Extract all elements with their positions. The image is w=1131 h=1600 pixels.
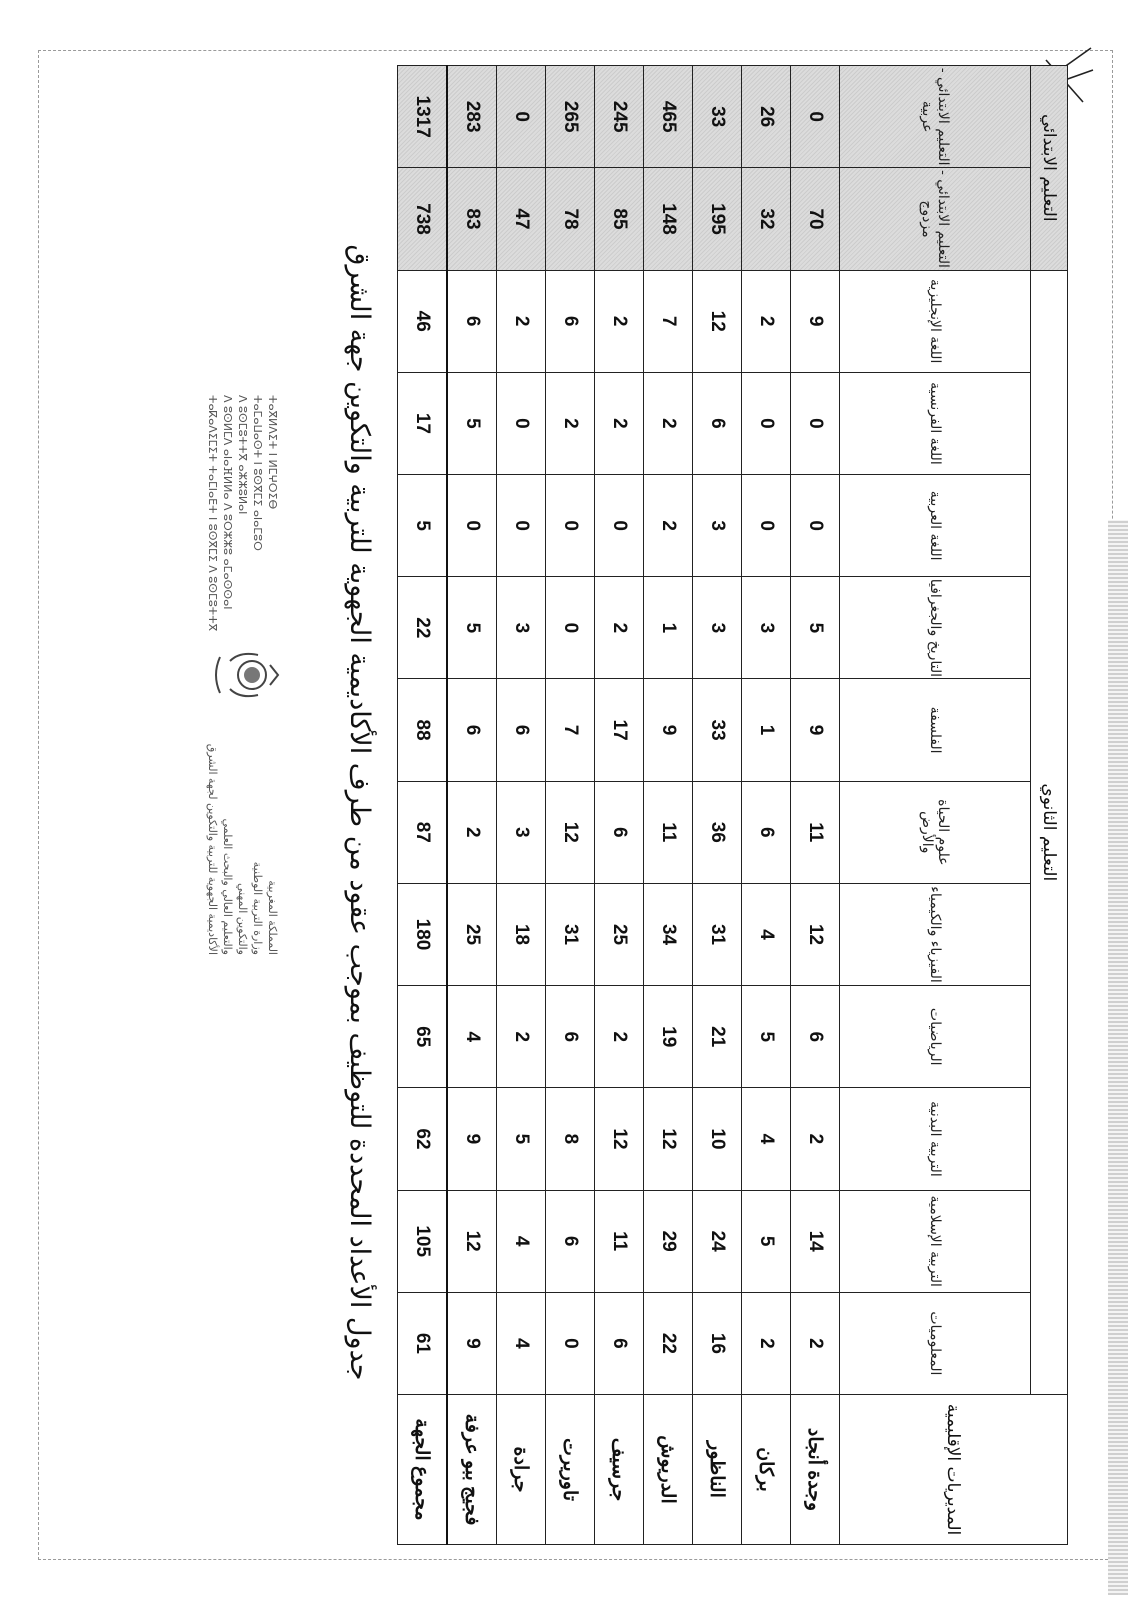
- value-cell: 1: [742, 679, 791, 781]
- value-cell: 9: [791, 679, 840, 781]
- letterhead-line: الأكاديمية الجهوية للتربية والتكوين لجهة الشرق: [206, 743, 219, 955]
- region-cell: فجيج ببو عرفة: [447, 1395, 497, 1545]
- subject-header: اللغة الفرنسية: [840, 372, 1031, 474]
- directorates-header: المديريات الإقليمية: [840, 1395, 1068, 1545]
- region-cell: بركان: [742, 1395, 791, 1545]
- value-cell: 18: [497, 883, 546, 985]
- value-cell: 25: [595, 883, 644, 985]
- value-cell: 17: [398, 372, 448, 474]
- letterhead-line: ⵜⴰⵎⴰⵡⴰⵙⵜ ⵏ ⵓⵙⴳⵎⵉ ⴰⵏⴰⵎⵓⵔ: [251, 395, 264, 551]
- letterhead-line: والتكوين المهني: [236, 882, 249, 955]
- recruitment-table: [397, 65, 1068, 1545]
- value-cell: 2: [595, 372, 644, 474]
- letterhead: [80, 395, 280, 955]
- subject-header-row: [840, 66, 1031, 1545]
- value-cell: 5: [398, 475, 448, 577]
- value-cell: 0: [546, 475, 595, 577]
- value-cell: 2: [791, 1088, 840, 1190]
- subject-header: المعلوميات: [840, 1292, 1031, 1394]
- value-cell: 4: [497, 1190, 546, 1292]
- value-cell: 0: [595, 475, 644, 577]
- value-cell: 0: [546, 1292, 595, 1394]
- value-cell: 5: [791, 577, 840, 679]
- value-cell: 2: [742, 1292, 791, 1394]
- value-cell: 4: [742, 1088, 791, 1190]
- value-cell: 31: [546, 883, 595, 985]
- value-cell: 2: [595, 986, 644, 1088]
- value-cell: 14: [791, 1190, 840, 1292]
- value-cell: 265: [546, 66, 595, 168]
- value-cell: 2: [595, 577, 644, 679]
- value-cell: 11: [595, 1190, 644, 1292]
- value-cell: 2: [644, 475, 693, 577]
- value-cell: 62: [398, 1088, 448, 1190]
- value-cell: 6: [497, 679, 546, 781]
- value-cell: 25: [447, 883, 497, 985]
- table-row: [595, 66, 644, 1545]
- value-cell: 6: [791, 986, 840, 1088]
- value-cell: 245: [595, 66, 644, 168]
- value-cell: 3: [693, 475, 742, 577]
- value-cell: 12: [447, 1190, 497, 1292]
- primary-group-header: التعليم الابتدائي: [1031, 66, 1068, 271]
- value-cell: 47: [497, 168, 546, 270]
- value-cell: 31: [693, 883, 742, 985]
- value-cell: 465: [644, 66, 693, 168]
- value-cell: 12: [791, 883, 840, 985]
- value-cell: 85: [595, 168, 644, 270]
- value-cell: 2: [447, 781, 497, 883]
- value-cell: 4: [447, 986, 497, 1088]
- region-cell: جرادة: [497, 1395, 546, 1545]
- value-cell: 6: [447, 679, 497, 781]
- value-cell: 0: [791, 475, 840, 577]
- value-cell: 8: [546, 1088, 595, 1190]
- value-cell: 6: [447, 270, 497, 372]
- subject-header: اللغة العربية: [840, 475, 1031, 577]
- value-cell: 87: [398, 781, 448, 883]
- value-cell: 2: [791, 1292, 840, 1394]
- value-cell: 2: [595, 270, 644, 372]
- letterhead-line: وزارة التربية الوطنية: [251, 861, 264, 955]
- letterhead-line: المملكة المغربية: [266, 880, 279, 955]
- value-cell: 283: [447, 66, 497, 168]
- value-cell: 105: [398, 1190, 448, 1292]
- value-cell: 10: [693, 1088, 742, 1190]
- value-cell: 148: [644, 168, 693, 270]
- value-cell: 3: [742, 577, 791, 679]
- region-cell: تاوريرت: [546, 1395, 595, 1545]
- letterhead-line: ⴷ ⵓⵙⵍⵎⴷ ⴰⵏⴰⴼⵍⵍⴰ ⴷ ⵓⵔⵣⵣⵓ ⴰⵎⴰⵙⵙⴰⵏ: [221, 395, 234, 610]
- subject-header: التاريخ والجغرافيا: [840, 577, 1031, 679]
- letterhead-line: والتعليم العالي والبحث العلمي: [221, 818, 234, 955]
- table-row: [497, 66, 546, 1545]
- value-cell: 1: [644, 577, 693, 679]
- value-cell: 3: [497, 577, 546, 679]
- document-title: جدول الأعداد المحددة للتوظيف بموجب عقود من طرف الأكاديمية الجهوية للتربية والتكوين جهة الشرق: [344, 244, 375, 1381]
- value-cell: 9: [644, 679, 693, 781]
- subject-header: التربية البدنية: [840, 1088, 1031, 1190]
- value-cell: 61: [398, 1292, 448, 1394]
- value-cell: 16: [693, 1292, 742, 1394]
- value-cell: 0: [791, 66, 840, 168]
- value-cell: 26: [742, 66, 791, 168]
- value-cell: 0: [447, 475, 497, 577]
- value-cell: 6: [595, 1292, 644, 1394]
- value-cell: 4: [742, 883, 791, 985]
- table-row: [644, 66, 693, 1545]
- value-cell: 36: [693, 781, 742, 883]
- value-cell: 4: [497, 1292, 546, 1394]
- subject-header: اللغة الإنجليزية: [840, 270, 1031, 372]
- value-cell: 3: [693, 577, 742, 679]
- region-cell: مجموع الجهة: [398, 1395, 448, 1545]
- value-cell: 33: [693, 679, 742, 781]
- value-cell: 0: [497, 66, 546, 168]
- letterhead-line: ⵜⴰⴳⵍⴷⵉⵜ ⵏ ⵍⵎⵖⵔⵉⴱ: [266, 395, 279, 510]
- region-cell: الدريوش: [644, 1395, 693, 1545]
- value-cell: 88: [398, 679, 448, 781]
- subject-header: علوم الحياة والأرض: [840, 781, 1031, 883]
- value-cell: 5: [497, 1088, 546, 1190]
- scan-edge-strip: [1108, 520, 1128, 1595]
- value-cell: 70: [791, 168, 840, 270]
- value-cell: 7: [644, 270, 693, 372]
- group-header-row: [1031, 66, 1068, 1545]
- value-cell: 6: [546, 1190, 595, 1292]
- value-cell: 21: [693, 986, 742, 1088]
- value-cell: 2: [644, 372, 693, 474]
- value-cell: 12: [644, 1088, 693, 1190]
- value-cell: 0: [497, 372, 546, 474]
- value-cell: 2: [742, 270, 791, 372]
- value-cell: 6: [595, 781, 644, 883]
- value-cell: 3: [497, 781, 546, 883]
- total-row: [398, 66, 448, 1545]
- value-cell: 0: [497, 475, 546, 577]
- value-cell: 11: [644, 781, 693, 883]
- value-cell: 78: [546, 168, 595, 270]
- value-cell: 1317: [398, 66, 448, 168]
- table-row: [693, 66, 742, 1545]
- value-cell: 17: [595, 679, 644, 781]
- value-cell: 34: [644, 883, 693, 985]
- value-cell: 2: [497, 270, 546, 372]
- table-row: [447, 66, 497, 1545]
- region-cell: الناظور: [693, 1395, 742, 1545]
- table-row: [791, 66, 840, 1545]
- value-cell: 19: [644, 986, 693, 1088]
- subject-header: الفلسفة: [840, 679, 1031, 781]
- royal-emblem-icon: [210, 645, 280, 705]
- letterhead-line: ⵜⴰⴽⴰⴷⵉⵎⵉⵜ ⵜⴰⵎⵏⴰⴹⵜ ⵏ ⵓⵙⴳⵎⵉ ⴷ ⵓⵙⵎⵓⵜⵜⴳ: [206, 395, 219, 632]
- value-cell: 0: [742, 372, 791, 474]
- value-cell: 46: [398, 270, 448, 372]
- value-cell: 2: [497, 986, 546, 1088]
- value-cell: 5: [447, 372, 497, 474]
- value-cell: 11: [791, 781, 840, 883]
- value-cell: 5: [742, 1190, 791, 1292]
- value-cell: 9: [791, 270, 840, 372]
- value-cell: 24: [693, 1190, 742, 1292]
- value-cell: 12: [595, 1088, 644, 1190]
- value-cell: 0: [791, 372, 840, 474]
- subject-header: التعليم الابتدائي - مزدوج: [840, 168, 1031, 270]
- region-cell: جرسيف: [595, 1395, 644, 1545]
- letterhead-arabic: [205, 725, 280, 955]
- value-cell: 6: [693, 372, 742, 474]
- subject-header: التربية الإسلامية: [840, 1190, 1031, 1292]
- value-cell: 12: [693, 270, 742, 372]
- value-cell: 738: [398, 168, 448, 270]
- value-cell: 7: [546, 679, 595, 781]
- value-cell: 29: [644, 1190, 693, 1292]
- value-cell: 6: [546, 270, 595, 372]
- rotated-page: [60, 55, 1080, 1570]
- value-cell: 83: [447, 168, 497, 270]
- subject-header: التعليم الابتدائي - عربية: [840, 66, 1031, 168]
- letterhead-line: ⴷ ⵓⵙⵎⵓⵜⵜⴳ ⴰⵣⵣⵓⵍⴰⵏ: [236, 395, 249, 515]
- value-cell: 5: [447, 577, 497, 679]
- value-cell: 9: [447, 1088, 497, 1190]
- value-cell: 22: [644, 1292, 693, 1394]
- value-cell: 65: [398, 986, 448, 1088]
- value-cell: 32: [742, 168, 791, 270]
- value-cell: 0: [742, 475, 791, 577]
- value-cell: 12: [546, 781, 595, 883]
- table-row: [742, 66, 791, 1545]
- value-cell: 6: [546, 986, 595, 1088]
- subject-header: الفيزياء والكيمياء: [840, 883, 1031, 985]
- value-cell: 33: [693, 66, 742, 168]
- secondary-group-header: التعليم الثانوي: [1031, 270, 1068, 1394]
- value-cell: 5: [742, 986, 791, 1088]
- value-cell: 180: [398, 883, 448, 985]
- value-cell: 195: [693, 168, 742, 270]
- value-cell: 22: [398, 577, 448, 679]
- subject-header: الرياضيات: [840, 986, 1031, 1088]
- letterhead-tifinagh: [205, 395, 280, 635]
- region-cell: وجدة أنجاد: [791, 1395, 840, 1545]
- value-cell: 2: [546, 372, 595, 474]
- table-row: [546, 66, 595, 1545]
- value-cell: 0: [546, 577, 595, 679]
- value-cell: 6: [742, 781, 791, 883]
- value-cell: 9: [447, 1292, 497, 1394]
